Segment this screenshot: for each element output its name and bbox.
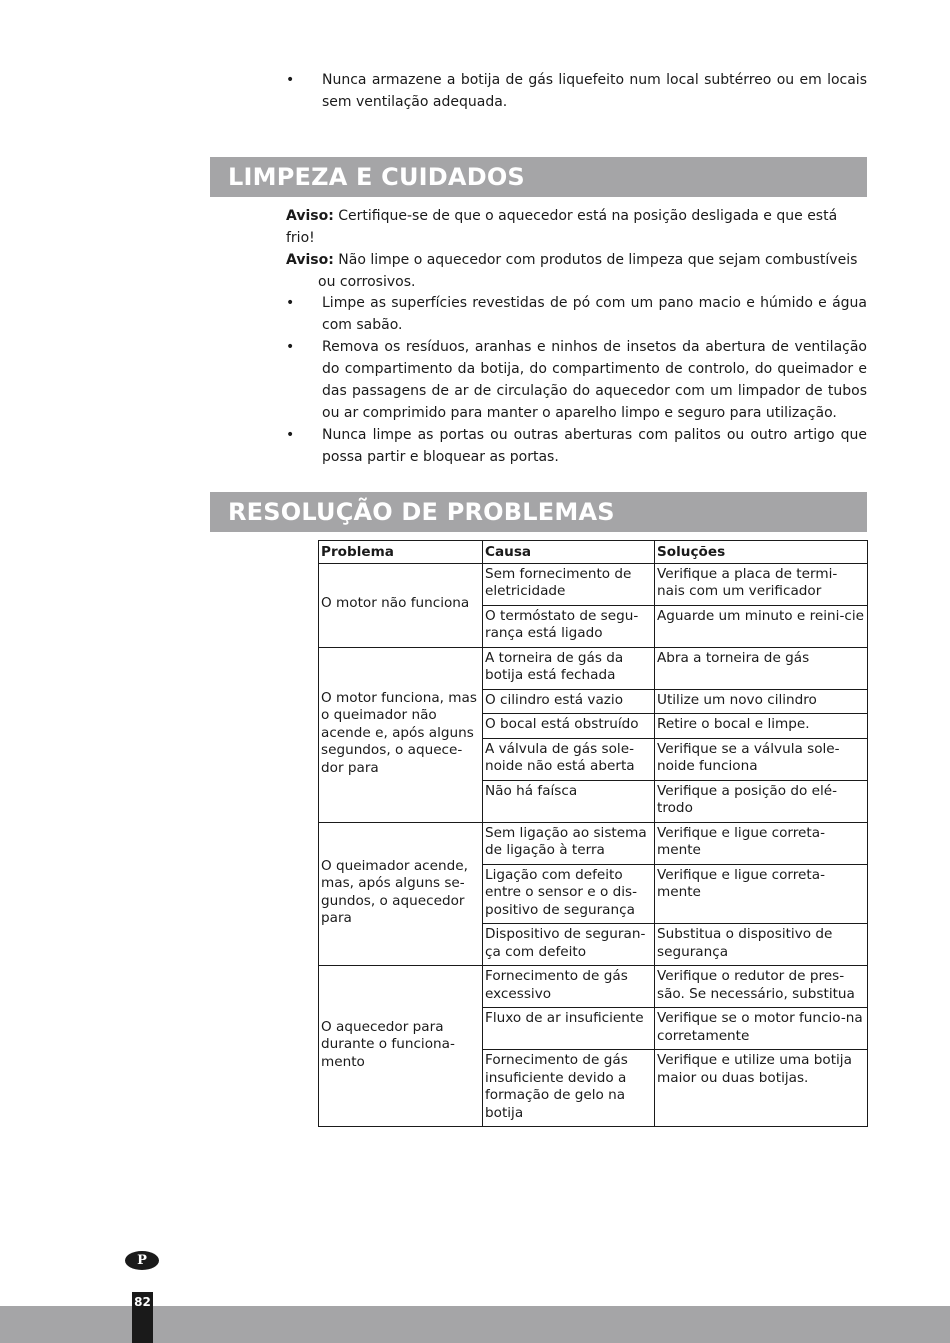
solution-cell: Retire o bocal e limpe. [655,714,868,739]
problem-cell: O queimador acende, mas, após alguns se-gundos, o aquecedor para [319,822,483,966]
list-item [286,424,867,468]
list-item [286,69,867,113]
solution-cell: Verifique e utilize uma botija maior ou duas botijas. [655,1050,868,1127]
header-problem: Problema [319,541,483,564]
solution-cell: Verifique a posição do elé-trodo [655,780,868,822]
solution-cell: Verifique se o motor funcio-na corretamente [655,1008,868,1050]
page-number: 82 [132,1292,153,1343]
warning-text: Não limpe o aquecedor com produtos de limpeza que sejam combustíveis [338,252,858,268]
bullet-text: Limpe as superfícies revestidas de pó com um pano macio e húmido e água com sabão. [322,295,867,333]
bullet-marker: • [286,339,295,355]
bullet-text: Nunca limpe as portas ou outras aberturas com palitos ou outro artigo que possa partir e bloquear as portas. [322,427,867,465]
warning-2 [286,249,867,293]
table-row [319,822,868,864]
cause-cell: Ligação com defeito entre o sensor e o dis-positivo de segurança [483,864,655,924]
cause-cell: Sem fornecimento de eletricidade [483,563,655,605]
solution-cell: Abra a torneira de gás [655,647,868,689]
troubleshooting-section-title: RESOLUÇÃO DE PROBLEMAS [210,492,867,532]
cleaning-warnings [286,205,867,293]
cause-cell: O bocal está obstruído [483,714,655,739]
table-header-row [319,541,868,564]
solution-cell: Verifique a placa de termi-nais com um verificador [655,563,868,605]
cause-cell: O cilindro está vazio [483,689,655,714]
cause-cell: Fornecimento de gás excessivo [483,966,655,1008]
solution-cell: Verifique e ligue correta-mente [655,864,868,924]
cause-cell: A válvula de gás sole-noide não está aberta [483,738,655,780]
warning-label: Aviso: [286,208,334,224]
table-row [319,966,868,1008]
cause-cell: A torneira de gás da botija está fechada [483,647,655,689]
solution-cell: Substitua o dispositivo de segurança [655,924,868,966]
bullet-marker: • [286,72,295,88]
warning-1 [286,205,867,249]
storage-bullet-list [286,69,867,113]
cause-cell: Sem ligação ao sistema de ligação à terra [483,822,655,864]
cleaning-bullet-list [286,292,867,468]
solution-cell: Aguarde um minuto e reini-cie [655,605,868,647]
warning-text-continuation: ou corrosivos. [318,274,416,290]
solution-cell: Verifique se a válvula sole-noide funciona [655,738,868,780]
cause-cell: Não há faísca [483,780,655,822]
bullet-text: Nunca armazene a botija de gás liquefeito num local subtérreo ou em locais sem ventilação adequada. [322,72,867,110]
cause-cell: Dispositivo de seguran-ça com defeito [483,924,655,966]
warning-text: Certifique-se de que o aquecedor está na posição desligada e que está frio! [286,208,838,246]
cause-cell: Fluxo de ar insuficiente [483,1008,655,1050]
table-row [319,647,868,689]
solution-cell: Verifique o redutor de pres-são. Se necessário, substitua [655,966,868,1008]
solution-cell: Verifique e ligue correta-mente [655,822,868,864]
warning-label: Aviso: [286,252,334,268]
list-item [286,336,867,424]
header-cause: Causa [483,541,655,564]
table-row [319,563,868,605]
cause-cell: O termóstato de segu-rança está ligado [483,605,655,647]
problem-cell: O aquecedor para durante o funciona-mento [319,966,483,1127]
bullet-marker: • [286,427,295,443]
bullet-marker: • [286,295,295,311]
language-badge: P [125,1251,159,1270]
problem-cell: O motor não funciona [319,563,483,647]
troubleshooting-table [318,540,868,1127]
solution-cell: Utilize um novo cilindro [655,689,868,714]
bullet-text: Remova os resíduos, aranhas e ninhos de insetos da abertura de ventilação do compartimento da botija, do compartimento de controlo, do queimador e das passagens de ar de circulação do aquecedor com um limpador de tubos ou ar comprimido para manter o aparelho limpo e seguro para utilização. [322,339,867,421]
problem-cell: O motor funciona, mas o queimador não acende e, após alguns segundos, o aquece-dor para [319,647,483,822]
cleaning-section-title: LIMPEZA E CUIDADOS [210,157,867,197]
cause-cell: Fornecimento de gás insuficiente devido a formação de gelo na botija [483,1050,655,1127]
list-item [286,292,867,336]
header-solution: Soluções [655,541,868,564]
